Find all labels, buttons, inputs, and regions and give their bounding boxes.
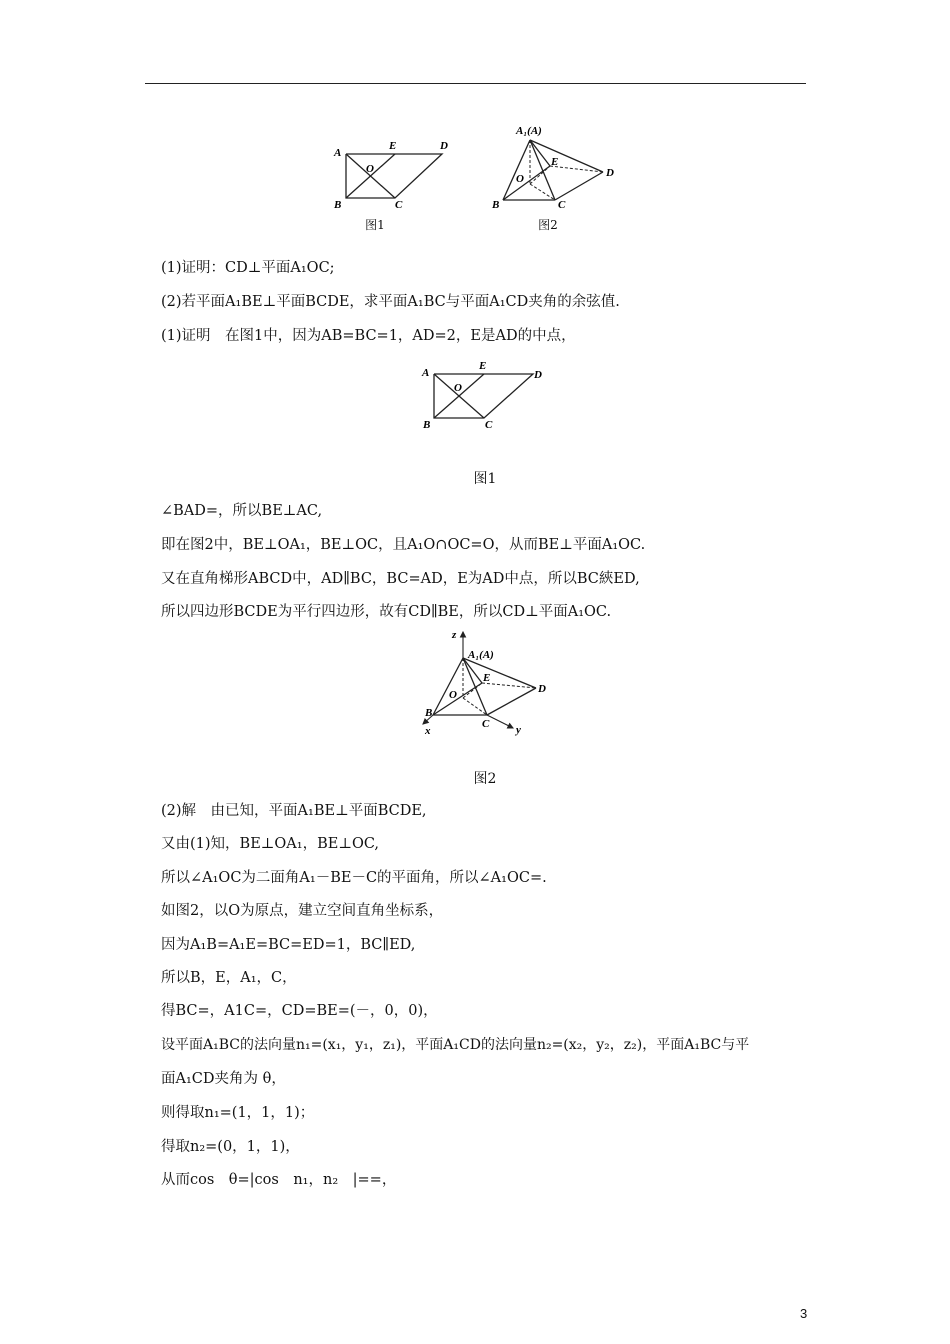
mid-figure-2 xyxy=(412,628,567,738)
text-line-8: (2)解 由已知，平面A₁BE⊥平面BCDE, xyxy=(161,803,427,819)
mid-figure-2-caption: 图2 xyxy=(473,771,497,787)
fig1-label-b: B xyxy=(334,199,342,211)
fig1-label-o: O xyxy=(366,163,374,175)
top-figure-1 xyxy=(330,135,470,215)
text-line-9: 又由(1)知，BE⊥OA₁，BE⊥OC, xyxy=(161,836,380,852)
text-line-2: (2)若平面A₁BE⊥平面BCDE，求平面A₁BC与平面A₁CD夹角的余弦值. xyxy=(161,294,620,310)
text-line-13: 所以B，E，A₁，C， xyxy=(161,970,297,986)
mid-fig2-label-o: O xyxy=(449,689,457,701)
text-line-16: 面A₁CD夹角为 θ， xyxy=(161,1071,286,1087)
text-line-7: 所以四边形BCDE为平行四边形，故有CD∥BE，所以CD⊥平面A₁OC. xyxy=(161,604,612,620)
mid-fig2-label-c: C xyxy=(482,718,490,730)
fig2-label-d: D xyxy=(606,167,614,179)
mid-fig2-label-a1: A₁(A) xyxy=(468,649,494,661)
top-figure-1-caption: 图1 xyxy=(365,218,385,232)
text-line-18: 得取n₂=(0，1，1)， xyxy=(161,1139,300,1155)
page-number: 3 xyxy=(800,1306,808,1321)
mid-fig1-label-o: O xyxy=(454,382,462,394)
mid-fig1-label-c: C xyxy=(485,419,493,431)
mid-fig2-label-e: E xyxy=(483,672,491,684)
header-rule xyxy=(145,83,806,84)
top-figure-2 xyxy=(485,122,625,217)
fig2-label-a1: A₁(A) xyxy=(516,125,542,137)
text-line-12: 因为A₁B=A₁E=BC=ED=1，BC∥ED, xyxy=(161,937,416,953)
mid-fig2-label-x: x xyxy=(425,725,431,737)
text-line-4: ∠BAD=，所以BE⊥AC, xyxy=(161,503,323,519)
mid-fig2-label-y: y xyxy=(516,724,521,736)
mid-figure-1 xyxy=(418,355,563,435)
text-line-3: (1)证明 在图1中，因为AB=BC=1，AD=2，E是AD的中点， xyxy=(161,328,576,344)
fig2-label-b: B xyxy=(492,199,500,211)
mid-fig1-label-b: B xyxy=(423,419,431,431)
text-line-17: 则得取n₁=(1，1，1)； xyxy=(161,1105,315,1121)
fig2-label-c: C xyxy=(558,199,566,211)
mid-fig2-label-d: D xyxy=(538,683,546,695)
text-line-1: (1)证明：CD⊥平面A₁OC; xyxy=(161,260,335,276)
mid-fig1-label-d: D xyxy=(534,369,542,381)
fig1-label-a: A xyxy=(334,147,342,159)
fig1-label-e: E xyxy=(389,140,397,152)
fig1-label-d: D xyxy=(440,140,448,152)
fig2-label-e: E xyxy=(551,156,559,168)
fig2-label-o: O xyxy=(516,173,524,185)
mid-fig2-label-z: z xyxy=(452,629,457,641)
mid-fig1-label-e: E xyxy=(479,360,487,372)
text-line-19: 从而cos θ=|cos n₁，n₂ |==， xyxy=(161,1172,397,1188)
text-line-10: 所以∠A₁OC为二面角A₁－BE－C的平面角，所以∠A₁OC=. xyxy=(161,870,547,886)
text-line-5: 即在图2中，BE⊥OA₁，BE⊥OC，且A₁O∩OC=O，从而BE⊥平面A₁OC. xyxy=(161,537,646,553)
text-line-11: 如图2，以O为原点，建立空间直角坐标系， xyxy=(161,903,444,919)
top-figure-2-caption: 图2 xyxy=(538,218,558,232)
mid-fig1-label-a: A xyxy=(422,367,430,379)
text-line-15: 设平面A₁BC的法向量n₁=(x₁，y₁，z₁)，平面A₁CD的法向量n₂=(x₂，y₂，z₂)，平面A₁BC与平 xyxy=(161,1037,750,1053)
mid-fig2-label-b: B xyxy=(425,707,433,719)
text-line-6: 又在直角梯形ABCD中，AD∥BC，BC=AD，E为AD中点，所以BC綊ED, xyxy=(161,571,640,587)
fig1-label-c: C xyxy=(395,199,403,211)
mid-figure-1-caption: 图1 xyxy=(473,471,497,487)
text-line-14: 得BC=，A1C=，CD=BE=(－，0，0)， xyxy=(161,1003,438,1019)
